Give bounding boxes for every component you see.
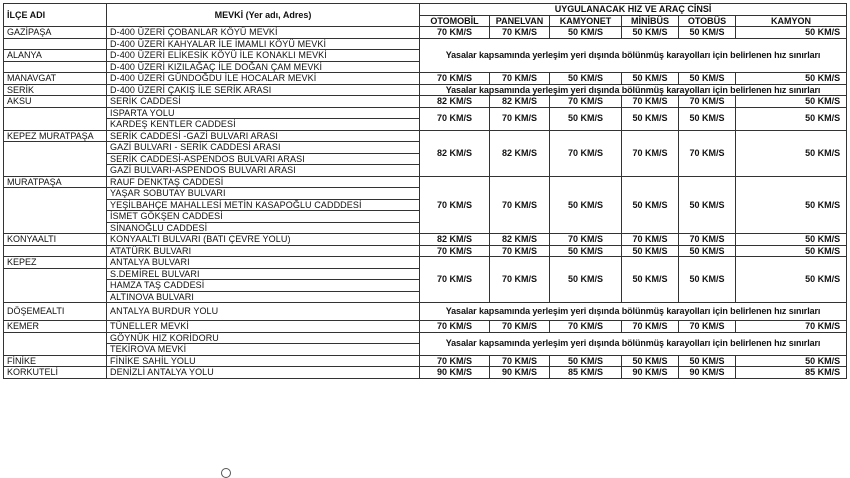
mevki-cell: ALTINOVA BULVARI [107,291,420,303]
speed-cell: 70 KM/S [622,321,679,333]
mevki-cell: TEKİROVA MEVKİ [107,344,420,356]
speed-cell: 50 KM/S [736,176,847,234]
table-row [4,367,847,379]
mevki-cell: YEŞİLBAHÇE MAHALLESİ METİN KASAPOĞLU CADDDESİ [107,199,420,211]
table-row [4,107,847,119]
mevki-cell: D-400 ÜZERİ ÇAKIŞ İLE SERİK ARASI [107,84,420,96]
speed-cell: 50 KM/S [550,245,622,257]
ilce-cell [4,268,107,303]
ilce-cell: MURATPAŞA [4,176,107,188]
ilce-cell [4,142,107,177]
mevki-cell: GAZİ BULVARI-ASPENDOS BULVARI ARASI [107,165,420,177]
speed-cell: 82 KM/S [420,234,490,246]
speed-cell: 70 KM/S [420,27,490,39]
table-row [4,257,847,269]
table-row [4,332,847,344]
ilce-cell: KEPEZ [4,257,107,269]
speed-cell: 70 KM/S [679,130,736,176]
header-otomobil: OTOMOBİL [420,15,490,27]
legal-limits-note: Yasalar kapsamında yerleşim yeri dışında bölünmüş karayolları için belirlenen hız sınırları [420,84,847,96]
header-kamyonet: KAMYONET [550,15,622,27]
speed-cell: 50 KM/S [550,176,622,234]
legal-limits-note: Yasalar kapsamında yerleşim yeri dışında bölünmüş karayolları için belirlenen hız sınırları [420,332,847,355]
mevki-cell: KARDEŞ KENTLER CADDESİ [107,119,420,131]
speed-cell: 50 KM/S [622,107,679,130]
legal-limits-note: Yasalar kapsamında yerleşim yeri dışında bölünmüş karayolları için belirlenen hız sınırları [420,303,847,321]
speed-cell: 70 KM/S [622,96,679,108]
speed-cell: 50 KM/S [679,73,736,85]
mevki-cell: D-400 ÜZERİ ÇOBANLAR KÖYÜ MEVKİ [107,27,420,39]
ilce-cell [4,332,107,355]
speed-cell: 82 KM/S [420,130,490,176]
speed-cell: 70 KM/S [490,27,550,39]
speed-cell: 50 KM/S [736,73,847,85]
mevki-cell: DENİZLİ ANTALYA YOLU [107,367,420,379]
table-row [4,84,847,96]
speed-cell: 50 KM/S [679,27,736,39]
table-row [4,234,847,246]
table-row [4,303,847,321]
speed-cell: 50 KM/S [550,107,622,130]
speed-cell: 50 KM/S [622,176,679,234]
mevki-cell: D-400 ÜZERİ KAHYALAR İLE İMAMLI KÖYÜ MEVKİ [107,38,420,50]
ilce-cell: MANAVGAT [4,73,107,85]
speed-cell: 50 KM/S [736,27,847,39]
mevki-cell: D-400 ÜZERİ ELİKESİK KÖYÜ İLE KONAKLI MEVKİ [107,50,420,62]
header-kamyon: KAMYON [736,15,847,27]
speed-cell: 50 KM/S [622,257,679,303]
table-row [4,321,847,333]
speed-cell: 70 KM/S [490,245,550,257]
speed-cell: 50 KM/S [736,96,847,108]
speed-cell: 50 KM/S [736,130,847,176]
speed-cell: 82 KM/S [420,96,490,108]
mevki-cell: D-400 ÜZERİ GÜNDOĞDU İLE HOCALAR MEVKİ [107,73,420,85]
speed-cell: 70 KM/S [420,321,490,333]
speed-cell: 90 KM/S [679,367,736,379]
speed-cell: 50 KM/S [622,355,679,367]
speed-cell: 50 KM/S [622,245,679,257]
mevki-cell: ISPARTA YOLU [107,107,420,119]
scan-mark-icon [221,468,231,478]
table-row [4,245,847,257]
speed-cell: 50 KM/S [679,245,736,257]
header-minibus: MİNİBÜS [622,15,679,27]
speed-cell: 50 KM/S [736,234,847,246]
speed-cell: 70 KM/S [679,96,736,108]
header-mevki: MEVKİ (Yer adı, Adres) [107,4,420,27]
table-row [4,130,847,142]
speed-cell: 82 KM/S [490,96,550,108]
legal-limits-note: Yasalar kapsamında yerleşim yeri dışında bölünmüş karayolları için belirlenen hız sınırları [420,38,847,73]
speed-cell: 50 KM/S [550,27,622,39]
speed-limit-document [3,3,846,473]
speed-cell: 70 KM/S [490,257,550,303]
speed-cell: 50 KM/S [736,245,847,257]
header-panelvan: PANELVAN [490,15,550,27]
ilce-cell [4,107,107,130]
speed-cell: 50 KM/S [679,176,736,234]
speed-cell: 70 KM/S [420,73,490,85]
ilce-cell: SERİK [4,84,107,96]
mevki-cell: YAŞAR SOBUTAY BULVARI [107,188,420,200]
speed-cell: 90 KM/S [622,367,679,379]
mevki-cell: ATATÜRK BULVARI [107,245,420,257]
table-row [4,27,847,39]
ilce-cell [4,188,107,234]
table-row [4,38,847,50]
speed-cell: 70 KM/S [420,257,490,303]
mevki-cell: ANTALYA BURDUR YOLU [107,303,420,321]
header-ilce: İLÇE ADI [4,4,107,27]
speed-cell: 70 KM/S [490,73,550,85]
header-otobus: OTOBÜS [679,15,736,27]
ilce-cell: FİNİKE [4,355,107,367]
speed-cell: 70 KM/S [736,321,847,333]
speed-cell: 50 KM/S [736,355,847,367]
speed-cell: 70 KM/S [420,176,490,234]
speed-cell: 85 KM/S [736,367,847,379]
speed-cell: 50 KM/S [550,257,622,303]
speed-cell: 70 KM/S [679,321,736,333]
speed-cell: 50 KM/S [679,355,736,367]
ilce-cell: KEMER [4,321,107,333]
speed-cell: 70 KM/S [550,130,622,176]
speed-cell: 70 KM/S [490,176,550,234]
mevki-cell: GÖYNÜK HIZ KORİDORU [107,332,420,344]
speed-cell: 50 KM/S [736,257,847,303]
speed-cell: 82 KM/S [490,130,550,176]
speed-cell: 70 KM/S [550,321,622,333]
speed-limit-table [3,3,847,379]
table-row [4,176,847,188]
speed-cell: 50 KM/S [679,107,736,130]
ilce-cell: GAZİPAŞA [4,27,107,39]
speed-cell: 90 KM/S [420,367,490,379]
mevki-cell: GAZİ BULVARI - SERİK CADDESİ ARASI [107,142,420,154]
speed-cell: 85 KM/S [550,367,622,379]
ilce-cell: KEPEZ MURATPAŞA [4,130,107,142]
ilce-cell: KORKUTELİ [4,367,107,379]
speed-cell: 70 KM/S [490,355,550,367]
speed-cell: 50 KM/S [550,73,622,85]
mevki-cell: İSMET GÖKŞEN CADDESİ [107,211,420,223]
speed-cell: 70 KM/S [490,107,550,130]
speed-cell: 70 KM/S [420,107,490,130]
speed-cell: 70 KM/S [420,355,490,367]
header-vehicle-group: UYGULANACAK HIZ VE ARAÇ CİNSİ [420,4,847,16]
ilce-cell: DÖŞEMEALTI [4,303,107,321]
mevki-cell: HAMZA TAŞ CADDESİ [107,280,420,292]
mevki-cell: SİNANOĞLU CADDESİ [107,222,420,234]
speed-cell: 70 KM/S [622,130,679,176]
mevki-cell: FİNİKE SAHİL YOLU [107,355,420,367]
speed-cell: 70 KM/S [622,234,679,246]
table-row [4,73,847,85]
mevki-cell: ANTALYA BULVARI [107,257,420,269]
speed-cell: 50 KM/S [622,27,679,39]
mevki-cell: SERİK CADDESİ -GAZİ BULVARI ARASI [107,130,420,142]
ilce-cell [4,245,107,257]
speed-cell: 90 KM/S [490,367,550,379]
ilce-cell: KONYAALTI [4,234,107,246]
speed-cell: 70 KM/S [420,245,490,257]
mevki-cell: RAUF DENKTAŞ CADDESİ [107,176,420,188]
speed-cell: 50 KM/S [679,257,736,303]
table-row [4,96,847,108]
speed-cell: 70 KM/S [550,96,622,108]
mevki-cell: TÜNELLER MEVKİ [107,321,420,333]
speed-cell: 50 KM/S [622,73,679,85]
speed-cell: 50 KM/S [550,355,622,367]
ilce-cell: ALANYA [4,50,107,62]
ilce-cell [4,38,107,50]
mevki-cell: D-400 ÜZERİ KIZILAĞAÇ İLE DOĞAN ÇAM MEVKİ [107,61,420,73]
speed-cell: 70 KM/S [679,234,736,246]
speed-cell: 50 KM/S [736,107,847,130]
mevki-cell: SERİK CADDESİ-ASPENDOS BULVARI ARASI [107,153,420,165]
mevki-cell: KONYAALTI BULVARI (BATI ÇEVRE YOLU) [107,234,420,246]
speed-cell: 70 KM/S [490,321,550,333]
table-row [4,355,847,367]
speed-cell: 70 KM/S [550,234,622,246]
speed-cell: 82 KM/S [490,234,550,246]
mevki-cell: S.DEMİREL BULVARI [107,268,420,280]
ilce-cell: AKSU [4,96,107,108]
mevki-cell: SERİK CADDESİ [107,96,420,108]
ilce-cell [4,61,107,73]
